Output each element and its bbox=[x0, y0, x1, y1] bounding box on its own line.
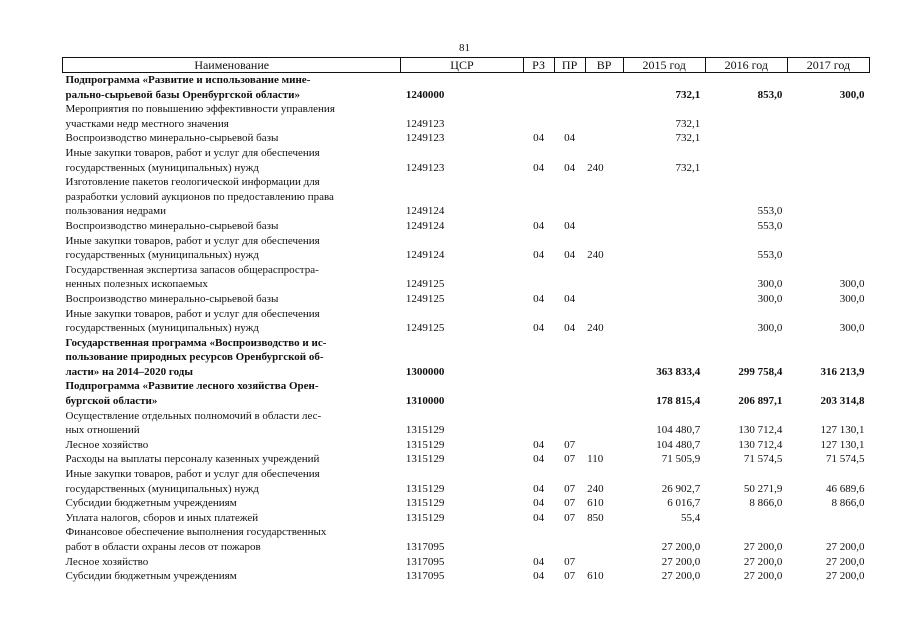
row-vr: 240 bbox=[587, 482, 604, 495]
row-value-2017: 300,0 bbox=[839, 278, 865, 291]
row-rz: 04 bbox=[533, 497, 545, 510]
row-vr bbox=[585, 263, 623, 292]
row-value-2017 bbox=[787, 175, 869, 219]
row-name: Иные закупки товаров, работ и услуг для обеспечения государственных (муниципальных) нужд bbox=[65, 468, 320, 495]
row-name: Иные закупки товаров, работ и услуг для обеспечения государственных (муниципальных) нужд bbox=[65, 307, 320, 335]
row-pr: 07 bbox=[564, 497, 576, 510]
row-value-2017 bbox=[787, 146, 869, 175]
budget-table bbox=[62, 57, 870, 584]
row-vr: 610 bbox=[587, 570, 604, 583]
row-csr: 1317095 bbox=[405, 570, 445, 583]
row-value-2015: 104 480,7 bbox=[656, 424, 701, 437]
row-name: Финансовое обеспечение выполнения государственных работ в области охраны лесов от пожаров bbox=[65, 526, 327, 553]
row-csr: 1315129 bbox=[405, 453, 445, 466]
row-value-2017: 300,0 bbox=[839, 88, 865, 101]
row-csr: 1249125 bbox=[405, 292, 445, 305]
row-value-2016: 71 574,5 bbox=[743, 453, 783, 466]
row-rz bbox=[523, 175, 554, 219]
row-pr: 07 bbox=[564, 482, 576, 495]
row-csr: 1315129 bbox=[405, 424, 445, 437]
row-rz: 04 bbox=[533, 511, 545, 524]
row-value-2017: 71 574,5 bbox=[826, 453, 865, 466]
table-header-row bbox=[63, 58, 870, 73]
row-vr bbox=[585, 409, 623, 438]
row-vr: 240 bbox=[587, 249, 604, 262]
row-vr bbox=[585, 131, 623, 146]
table-row bbox=[63, 292, 870, 307]
row-rz: 04 bbox=[533, 161, 545, 174]
header-vr: ВР bbox=[585, 58, 623, 73]
row-vr: 240 bbox=[587, 322, 604, 335]
row-value-2017 bbox=[787, 219, 869, 234]
table-row bbox=[63, 511, 870, 526]
table-row bbox=[63, 307, 870, 336]
row-value-2017: 27 200,0 bbox=[826, 541, 865, 553]
row-value-2015: 732,1 bbox=[675, 117, 701, 130]
row-pr: 04 bbox=[564, 219, 576, 232]
row-value-2017: 203 314,8 bbox=[820, 395, 865, 408]
row-value-2015: 732,1 bbox=[675, 161, 701, 174]
row-vr bbox=[585, 73, 623, 103]
row-csr: 1249125 bbox=[405, 278, 445, 291]
row-name: Мероприятия по повышению эффективности управления участками недр местного значения bbox=[65, 103, 335, 130]
row-vr bbox=[585, 292, 623, 307]
table-row bbox=[63, 379, 870, 408]
header-2016: 2016 год bbox=[705, 58, 787, 73]
row-value-2017 bbox=[787, 234, 869, 263]
row-rz bbox=[523, 336, 554, 380]
row-rz bbox=[523, 102, 554, 131]
row-name: Воспроизводство минерально-сырьевой базы bbox=[65, 132, 279, 145]
row-value-2017: 8 866,0 bbox=[831, 497, 865, 510]
row-rz: 04 bbox=[533, 249, 545, 262]
row-value-2015: 27 200,0 bbox=[661, 541, 701, 553]
row-pr bbox=[554, 175, 585, 219]
row-value-2015: 732,1 bbox=[675, 88, 701, 101]
row-name: Уплата налогов, сборов и иных платежей bbox=[65, 511, 259, 524]
row-value-2015: 178 815,4 bbox=[656, 395, 701, 408]
row-vr: 610 bbox=[587, 497, 604, 510]
row-rz: 04 bbox=[533, 555, 545, 568]
row-name: Иные закупки товаров, работ и услуг для обеспечения государственных (муниципальных) нужд bbox=[65, 146, 320, 174]
row-value-2015: 27 200,0 bbox=[661, 570, 701, 583]
row-value-2017: 300,0 bbox=[839, 322, 865, 335]
row-csr: 1240000 bbox=[405, 88, 445, 101]
header-rz: РЗ bbox=[523, 58, 554, 73]
row-pr: 07 bbox=[564, 570, 576, 583]
row-value-2015: 27 200,0 bbox=[661, 555, 701, 568]
row-value-2015: 732,1 bbox=[675, 132, 701, 145]
row-name: Подпрограмма «Развитие лесного хозяйства Орен- бургской области» bbox=[65, 380, 319, 408]
row-name: Лесное хозяйство bbox=[65, 555, 149, 568]
row-value-2016: 853,0 bbox=[757, 88, 783, 101]
row-value-2016: 50 271,9 bbox=[743, 482, 783, 495]
row-value-2015 bbox=[623, 292, 705, 307]
table-row bbox=[63, 438, 870, 453]
row-pr bbox=[554, 525, 585, 554]
row-name: Воспроизводство минерально-сырьевой базы bbox=[65, 292, 279, 305]
row-csr: 1317095 bbox=[405, 555, 445, 568]
row-value-2016: 27 200,0 bbox=[743, 555, 783, 568]
row-vr bbox=[585, 336, 623, 380]
row-pr bbox=[554, 336, 585, 380]
row-pr: 07 bbox=[564, 438, 576, 451]
row-value-2016: 300,0 bbox=[757, 292, 783, 305]
row-csr: 1249123 bbox=[405, 117, 445, 130]
table-row bbox=[63, 175, 870, 219]
row-value-2016: 300,0 bbox=[757, 322, 783, 335]
row-value-2016: 553,0 bbox=[757, 219, 783, 232]
row-value-2017: 127 130,1 bbox=[820, 424, 865, 437]
row-name: Лесное хозяйство bbox=[65, 438, 149, 451]
row-vr: 850 bbox=[587, 511, 604, 524]
row-vr: 110 bbox=[587, 453, 604, 466]
row-pr bbox=[554, 73, 585, 103]
row-rz: 04 bbox=[533, 132, 545, 145]
row-value-2017 bbox=[787, 511, 869, 526]
row-csr: 1315129 bbox=[405, 482, 445, 495]
row-csr: 1317095 bbox=[405, 541, 445, 553]
row-value-2017 bbox=[787, 131, 869, 146]
table-row bbox=[63, 336, 870, 380]
row-value-2017 bbox=[787, 102, 869, 131]
table-body bbox=[63, 73, 870, 584]
row-value-2017: 316 213,9 bbox=[820, 365, 865, 378]
row-rz: 04 bbox=[533, 570, 545, 583]
row-name: Воспроизводство минерально-сырьевой базы bbox=[65, 219, 279, 232]
row-vr bbox=[585, 379, 623, 408]
row-value-2016: 553,0 bbox=[757, 205, 783, 218]
row-csr: 1249124 bbox=[405, 249, 445, 262]
row-value-2017: 27 200,0 bbox=[826, 570, 865, 583]
table-row bbox=[63, 496, 870, 511]
row-vr bbox=[585, 219, 623, 234]
row-value-2016: 130 712,4 bbox=[738, 438, 783, 451]
row-rz bbox=[523, 379, 554, 408]
row-rz bbox=[523, 409, 554, 438]
row-value-2017: 27 200,0 bbox=[826, 555, 865, 568]
row-value-2016: 553,0 bbox=[757, 249, 783, 262]
table-row bbox=[63, 263, 870, 292]
row-pr: 04 bbox=[564, 132, 576, 145]
row-value-2015: 104 480,7 bbox=[656, 438, 701, 451]
row-vr bbox=[585, 525, 623, 554]
row-value-2016 bbox=[705, 511, 787, 526]
row-csr: 1249123 bbox=[405, 161, 445, 174]
row-name: Государственная экспертиза запасов общераспростра- ненных полезных ископаемых bbox=[65, 263, 319, 291]
row-rz: 04 bbox=[533, 292, 545, 305]
table-row bbox=[63, 73, 870, 103]
table-row bbox=[63, 409, 870, 438]
row-value-2015: 6 016,7 bbox=[667, 497, 701, 510]
row-pr bbox=[554, 102, 585, 131]
row-value-2016: 130 712,4 bbox=[738, 424, 783, 437]
row-csr: 1315129 bbox=[405, 497, 445, 510]
row-value-2016: 206 897,1 bbox=[738, 395, 783, 408]
row-vr bbox=[585, 555, 623, 570]
row-csr: 1300000 bbox=[405, 365, 445, 378]
row-rz: 04 bbox=[533, 219, 545, 232]
row-value-2017: 46 689,6 bbox=[826, 482, 865, 495]
table-row bbox=[63, 452, 870, 467]
row-name: Субсидии бюджетным учреждениям bbox=[65, 570, 237, 583]
row-csr: 1249123 bbox=[405, 132, 445, 145]
header-csr: ЦСР bbox=[401, 58, 523, 73]
row-value-2016 bbox=[705, 102, 787, 131]
row-pr bbox=[554, 379, 585, 408]
row-name: Субсидии бюджетным учреждениям bbox=[65, 497, 237, 510]
row-pr: 07 bbox=[564, 555, 576, 568]
row-value-2015 bbox=[623, 175, 705, 219]
row-csr: 1315129 bbox=[405, 438, 445, 451]
row-csr: 1249124 bbox=[405, 205, 445, 218]
header-2015: 2015 год bbox=[623, 58, 705, 73]
table-row bbox=[63, 525, 870, 554]
row-rz: 04 bbox=[533, 453, 545, 466]
row-csr: 1249124 bbox=[405, 219, 445, 232]
row-vr: 240 bbox=[587, 161, 604, 174]
row-vr bbox=[585, 175, 623, 219]
row-value-2015 bbox=[623, 307, 705, 336]
row-name: Расходы на выплаты персоналу казенных учреждений bbox=[65, 453, 320, 466]
row-rz bbox=[523, 263, 554, 292]
row-pr: 04 bbox=[564, 161, 576, 174]
table-row bbox=[63, 569, 870, 584]
row-value-2016: 299 758,4 bbox=[738, 365, 783, 378]
row-rz bbox=[523, 73, 554, 103]
row-name: Иные закупки товаров, работ и услуг для обеспечения государственных (муниципальных) нужд bbox=[65, 234, 320, 262]
row-rz: 04 bbox=[533, 438, 545, 451]
row-pr: 04 bbox=[564, 292, 576, 305]
row-pr bbox=[554, 409, 585, 438]
row-value-2015: 55,4 bbox=[681, 511, 701, 524]
row-value-2017: 127 130,1 bbox=[820, 438, 865, 451]
row-csr: 1249125 bbox=[405, 322, 445, 335]
row-pr: 07 bbox=[564, 453, 576, 466]
header-name: Наименование bbox=[63, 58, 401, 73]
row-value-2016 bbox=[705, 131, 787, 146]
row-name: Осуществление отдельных полномочий в области лес- ных отношений bbox=[65, 409, 322, 437]
row-csr: 1315129 bbox=[405, 511, 445, 524]
header-2017: 2017 год bbox=[787, 58, 869, 73]
row-pr: 07 bbox=[564, 511, 576, 524]
row-pr bbox=[554, 263, 585, 292]
row-value-2016 bbox=[705, 146, 787, 175]
page-number: 81 bbox=[459, 42, 470, 54]
header-pr: ПР bbox=[554, 58, 585, 73]
row-pr: 04 bbox=[564, 249, 576, 262]
table-row bbox=[63, 131, 870, 146]
table-row bbox=[63, 555, 870, 570]
table-row bbox=[63, 467, 870, 496]
row-value-2015 bbox=[623, 219, 705, 234]
row-csr: 1310000 bbox=[405, 395, 445, 408]
row-pr: 04 bbox=[564, 322, 576, 335]
table-row bbox=[63, 219, 870, 234]
row-vr bbox=[585, 438, 623, 453]
row-name: Подпрограмма «Развитие и использование мине- рально-сырьевой базы Оренбургской области» bbox=[65, 74, 311, 101]
row-rz bbox=[523, 525, 554, 554]
row-value-2015: 71 505,9 bbox=[661, 453, 701, 466]
row-value-2017: 300,0 bbox=[839, 292, 865, 305]
row-value-2016: 27 200,0 bbox=[743, 541, 783, 553]
row-value-2016: 27 200,0 bbox=[743, 570, 783, 583]
row-value-2016: 8 866,0 bbox=[749, 497, 783, 510]
row-value-2015: 363 833,4 bbox=[656, 365, 701, 378]
row-value-2016: 300,0 bbox=[757, 278, 783, 291]
row-value-2015 bbox=[623, 263, 705, 292]
table-row bbox=[63, 146, 870, 175]
table-row bbox=[63, 102, 870, 131]
row-vr bbox=[585, 102, 623, 131]
row-rz: 04 bbox=[533, 482, 545, 495]
row-name: Государственная программа «Воспроизводство и ис- пользование природных ресурсов Оренбургской об- ласти» на 2014–2020 годы bbox=[65, 336, 327, 378]
row-value-2015 bbox=[623, 234, 705, 263]
row-rz: 04 bbox=[533, 322, 545, 335]
row-value-2015: 26 902,7 bbox=[661, 482, 701, 495]
table-row bbox=[63, 234, 870, 263]
row-name: Изготовление пакетов геологической информации для разработки условий аукционов по предоставлению права пользования недрами bbox=[65, 176, 334, 218]
